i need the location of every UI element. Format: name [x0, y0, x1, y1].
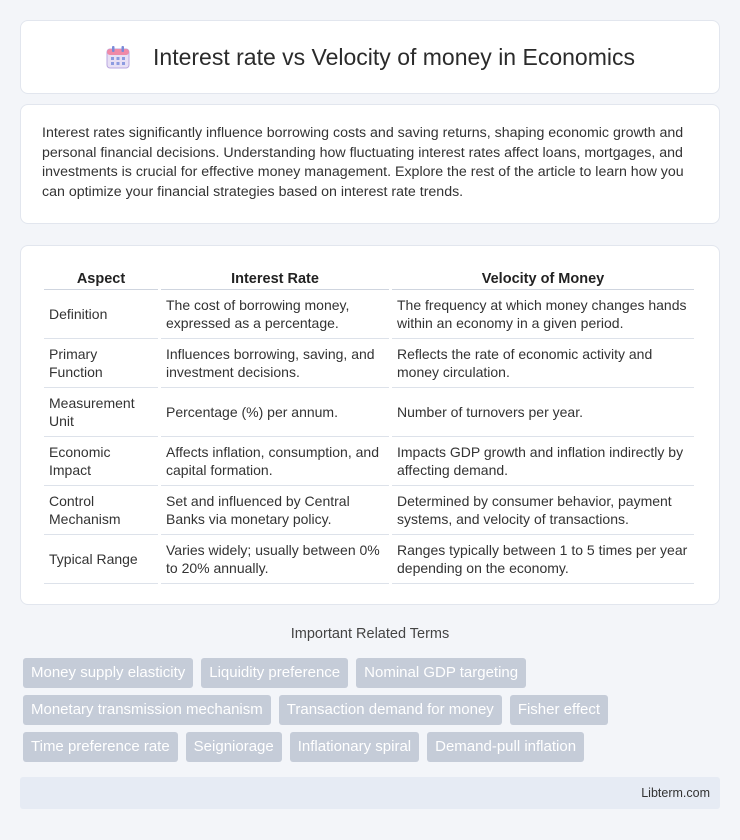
term-tag[interactable]: Inflationary spiral — [290, 732, 419, 762]
intro-text: Interest rates significantly influence borrowing costs and saving returns, shaping economic growth and personal financial decisions. Understanding how fluctuating interest rates affect loans, mortgages, and investments is crucial for effective money management. Explore the rest of the article to learn how you can optimize your financial strategies based on interest rate trends. — [42, 125, 684, 200]
title-card — [20, 20, 720, 94]
term-tag[interactable]: Demand-pull inflation — [427, 732, 584, 762]
table-cell: Influences borrowing, saving, and investment decisions. — [161, 339, 389, 388]
table-row — [44, 339, 694, 388]
table-cell: Control Mechanism — [44, 486, 158, 535]
related-terms-row — [23, 732, 723, 762]
calendar-icon — [105, 44, 131, 70]
term-tag[interactable]: Nominal GDP targeting — [356, 658, 526, 688]
comparison-table — [41, 266, 697, 584]
term-tag[interactable]: Money supply elasticity — [23, 658, 193, 688]
table-cell: Varies widely; usually between 0% to 20% annually. — [161, 535, 389, 584]
table-cell: Impacts GDP growth and inflation indirectly by affecting demand. — [392, 437, 694, 486]
related-terms — [23, 658, 723, 769]
column-header-interest-rate: Interest Rate — [161, 266, 389, 290]
table-cell: The cost of borrowing money, expressed as a percentage. — [161, 290, 389, 339]
term-tag[interactable]: Fisher effect — [510, 695, 608, 725]
table-cell: Set and influenced by Central Banks via monetary policy. — [161, 486, 389, 535]
table-row — [44, 388, 694, 437]
term-tag[interactable]: Liquidity preference — [201, 658, 348, 688]
term-tag[interactable]: Seigniorage — [186, 732, 282, 762]
table-row — [44, 486, 694, 535]
table-cell: Affects inflation, consumption, and capital formation. — [161, 437, 389, 486]
column-header-aspect: Aspect — [44, 266, 158, 290]
table-cell: Primary Function — [44, 339, 158, 388]
comparison-table-card — [20, 245, 720, 605]
table-cell: Economic Impact — [44, 437, 158, 486]
table-cell: Determined by consumer behavior, payment systems, and velocity of transactions. — [392, 486, 694, 535]
intro-card — [20, 104, 720, 224]
table-row — [44, 437, 694, 486]
table-cell: The frequency at which money changes hands within an economy in a given period. — [392, 290, 694, 339]
table-cell: Typical Range — [44, 535, 158, 584]
related-terms-title: Important Related Terms — [290, 626, 450, 642]
table-cell: Percentage (%) per annum. — [161, 388, 389, 437]
table-cell: Measurement Unit — [44, 388, 158, 437]
table-cell: Ranges typically between 1 to 5 times per year depending on the economy. — [392, 535, 694, 584]
table-header-row — [44, 266, 694, 290]
footer — [20, 777, 720, 809]
table-cell: Reflects the rate of economic activity and money circulation. — [392, 339, 694, 388]
footer-link[interactable]: Libterm.com — [641, 786, 710, 800]
related-terms-row — [23, 658, 723, 688]
column-header-velocity-of-money: Velocity of Money — [392, 266, 694, 290]
term-tag[interactable]: Monetary transmission mechanism — [23, 695, 271, 725]
related-terms-row — [23, 695, 723, 725]
page-title: Interest rate vs Velocity of money in Economics — [153, 43, 635, 70]
table-cell: Definition — [44, 290, 158, 339]
table-cell: Number of turnovers per year. — [392, 388, 694, 437]
term-tag[interactable]: Transaction demand for money — [279, 695, 502, 725]
term-tag[interactable]: Time preference rate — [23, 732, 178, 762]
table-row — [44, 290, 694, 339]
table-row — [44, 535, 694, 584]
